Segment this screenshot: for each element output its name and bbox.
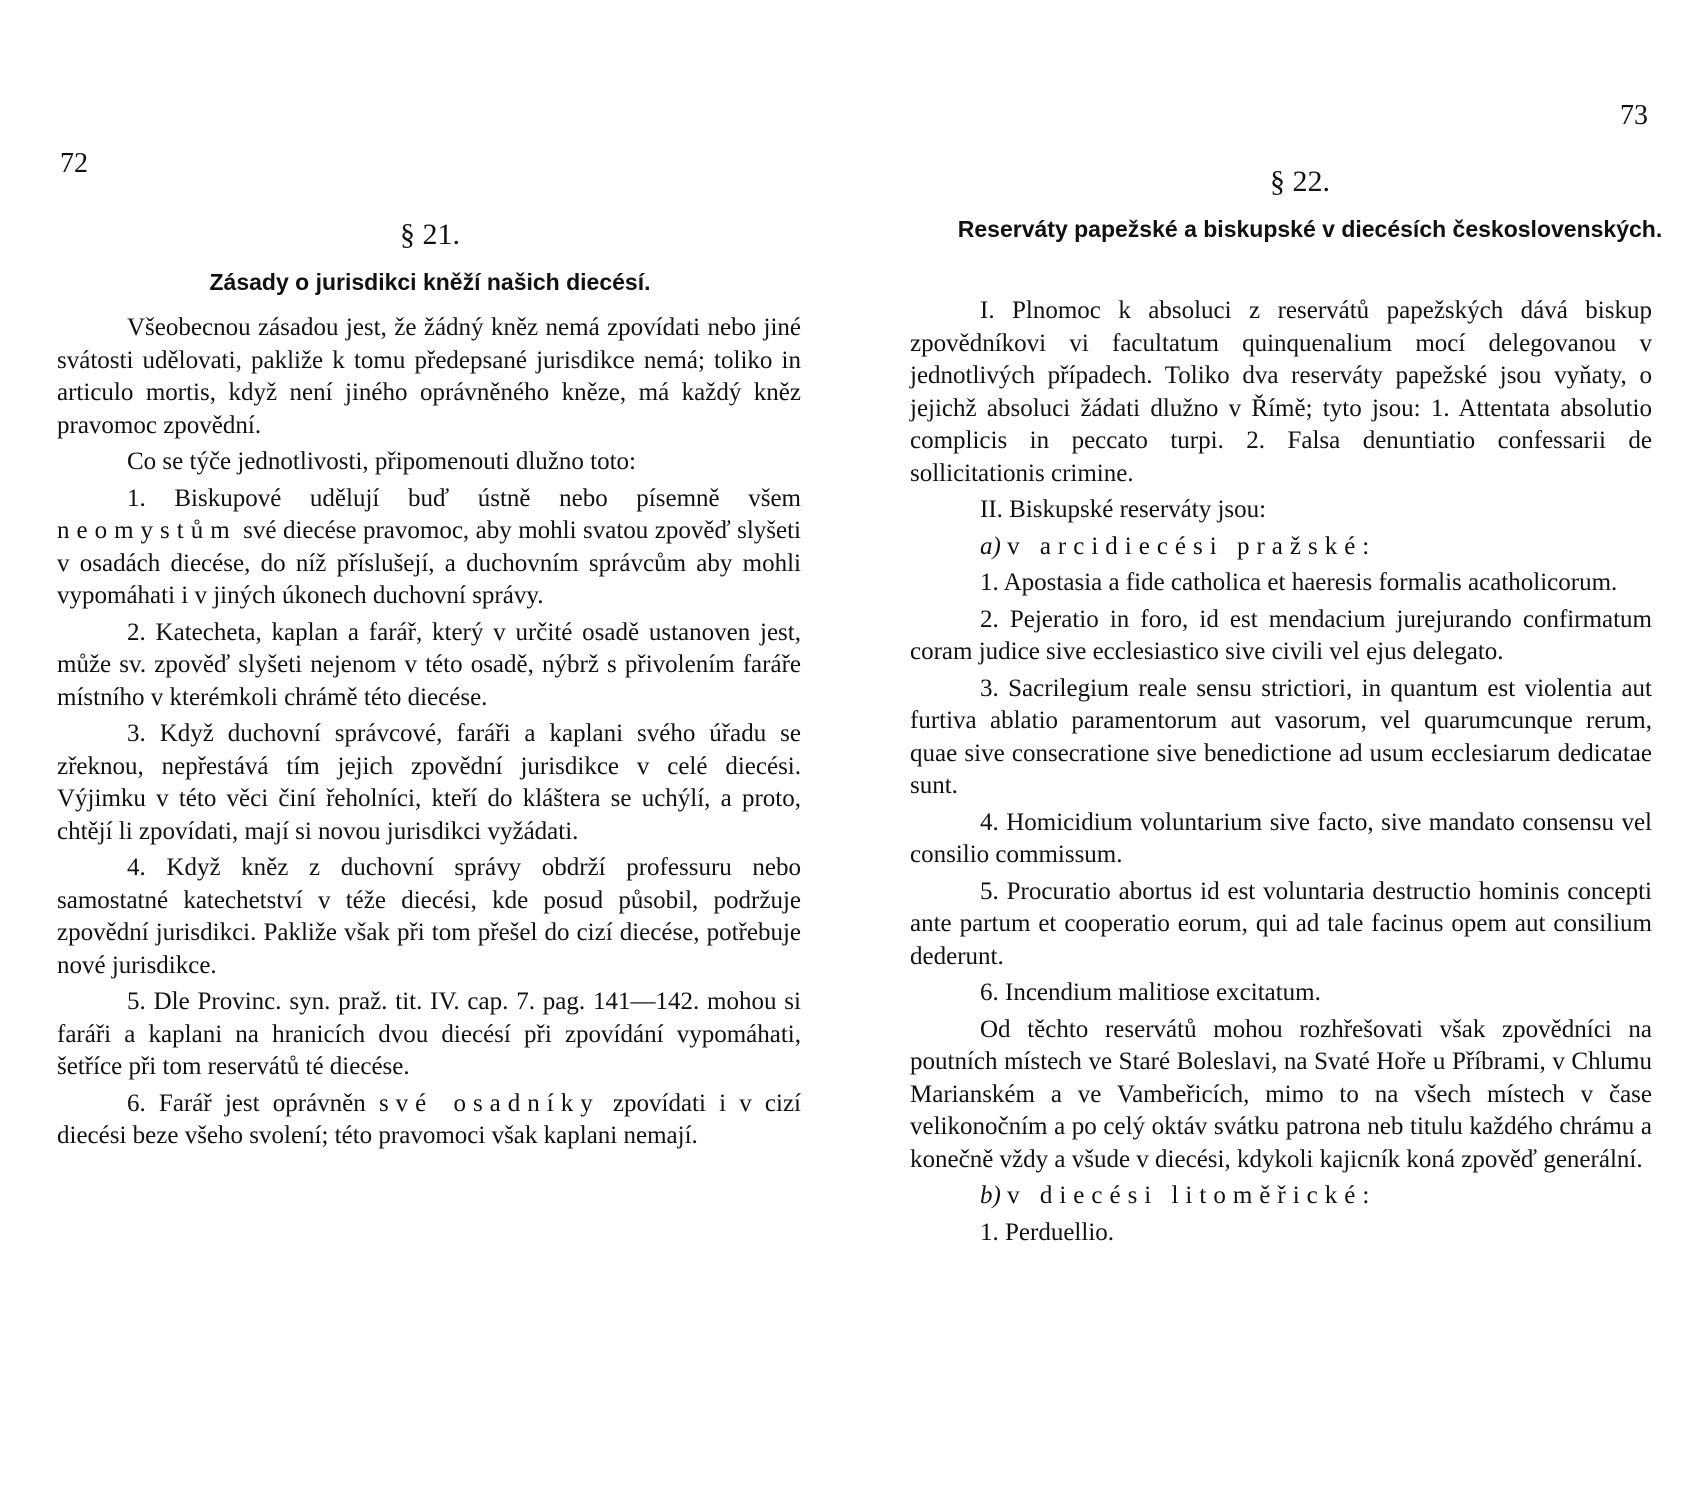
subsection-label (910, 531, 1652, 564)
body-text-right (910, 295, 1652, 1253)
list-item: 4. Homicidium voluntarium sive facto, sive mandato consensu vel consilio commissum. (910, 808, 1652, 868)
section-number: § 22. (1270, 165, 1330, 198)
list-item (57, 1088, 801, 1153)
list-item (57, 483, 801, 613)
page-number: 72 (60, 148, 88, 179)
list-item: 2. Katecheta, kaplan a farář, který v určité osadě ustanoven jest, může sv. zpověď slyšeti nejenom v této osadě, nýbrž s přivolením faráře místního v kterémkoli chrámě této diecése. (57, 618, 801, 711)
section-heading: Zásady o jurisdikci kněží našich diecésí. (209, 269, 651, 295)
paragraph: I. Plnomoc k absoluci z reservátů papežských dává biskup zpovědníkovi vi facultatum quinquenalium mocí delegovanou v jednotlivých případech. Toliko dva reserváty papežské jsou vyňaty, o jejichž absoluci žádati dlužno v Římě; tyto jsou: 1. Attentata absolutio complicis in peccato turpi. 2. Falsa denuntiatio confessarii de sollicitationis crimine. (910, 297, 1652, 487)
spaced-emphasis: neomystům (57, 517, 237, 544)
list-item: 1. Perduellio. (980, 1218, 1115, 1246)
paragraph: II. Biskupské reserváty jsou: (980, 496, 1267, 523)
section-number: § 21. (400, 218, 460, 251)
list-item: 4. Když kněz z duchovní správy obdrží professuru nebo samostatné katechetství v téže diecési, kde posud působil, podržuje zpovědní jurisdikci. Pakliže však při tom přešel do cizí diecése, potřebuje nové jurisdikce. (57, 854, 801, 979)
list-item: 5. Procuratio abortus id est voluntaria destructio hominis concepti ante partum et cooperatio eorum, qui ad tale facinus opem aut consilium dederunt. (910, 877, 1652, 970)
body-text (57, 312, 801, 1157)
list-item-text: zpovídati i v cizí diecési beze všeho svolení; této pravomoci však kaplani nemají. (57, 1089, 802, 1149)
list-item: 3. Sacrilegium reale sensu strictiori, in quantum est violentia aut furtiva ablatio paramentorum aut vasorum, vel quarumcunque rerum, quae sive consecratione sive benedictione ad usum ecclesiarum dedicatae sunt. (910, 674, 1652, 799)
subsection-title: v diecési litoměřické: (1007, 1182, 1377, 1209)
paragraph: Všeobecnou zásadou jest, že žádný kněz nemá zpovídati nebo jiné svátosti udělovati, pakliže k tomu předepsané jurisdikce nemá; toliko in articulo mortis, když není jiného oprávněného kněze, má každý kněz pravomoc zpovědní. (57, 314, 801, 439)
paragraph: Co se týče jednotlivosti, připomenouti dlužno toto: (127, 448, 636, 475)
section-heading: Reserváty papežské a biskupské v diecésích československých. (957, 216, 1663, 242)
page-number: 73 (1620, 100, 1648, 131)
spaced-emphasis: své osadníky (378, 1089, 600, 1117)
list-item: 5. Dle Provinc. syn. praž. tit. IV. cap. 7. pag. 141—142. mohou si faráři a kaplani na hranicích dvou diecésí při zpovídání vypomáhati, šetříce při tom reservátů té diecése. (57, 988, 801, 1080)
subsection-label (910, 1180, 1652, 1213)
list-item-text: 1. Biskupové udělují buď ústně nebo písemně všem (127, 484, 801, 512)
list-item: 6. Incendium malitiose excitatum. (980, 979, 1321, 1006)
subsection-letter: a) (980, 532, 1001, 560)
list-item-text: své diecése pravomoc, aby mohli svatou zpověď slyšeti v osadách diecése, do níž příslušejí, a duchovním správcům aby mohli vypomáhati i v jiných úkonech duchovní správy. (57, 517, 801, 609)
list-item: 1. Apostasia a fide catholica et haeresis formalis acatholicorum. (980, 569, 1618, 596)
list-item: 2. Pejeratio in foro, id est mendacium jurejurando confirmatum coram judice sive ecclesiastico sive civili vel ejus delegato. (910, 605, 1652, 665)
list-item-text: 6. Farář jest oprávněn (127, 1089, 379, 1117)
subsection-letter: b) (980, 1182, 1001, 1209)
paragraph: Od těchto reservátů mohou rozhřešovati však zpovědníci na poutních místech ve Staré Boleslavi, na Svaté Hoře u Příbrami, v Chlumu Marianském a ve Vambeřicích, mimo to na všech místech v čase velikonočním a po celý oktáv svátku patrona neb titulu každého chrámu a konečně vždy a všude v diecési, kdykoli kajicník koná zpověď generální. (910, 1015, 1652, 1173)
subsection-title: v arcidiecési pražské: (1007, 532, 1377, 560)
list-item: 3. Když duchovní správcové, faráři a kaplani svého úřadu se zřeknou, nepřestává tím jejich zpovědní jurisdikce v celé diecési. Výjimku v této věci činí řeholníci, kteří do kláštera se uchýlí, a proto, chtějí li zpovídati, mají si novou jurisdikci vyžádati. (57, 720, 801, 845)
